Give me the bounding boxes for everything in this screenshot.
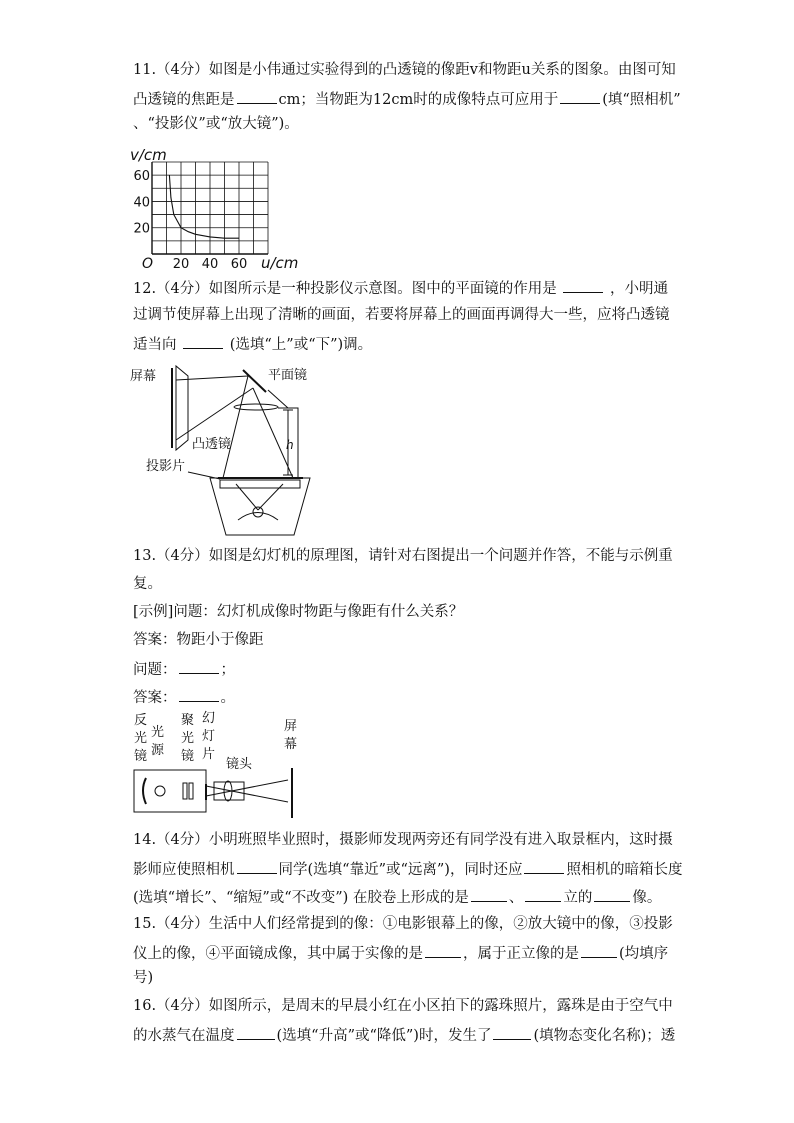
label-reflector-char: 光 xyxy=(134,731,148,746)
ray-left xyxy=(223,376,248,478)
q16-text: 的水蒸气在温度 xyxy=(133,1028,235,1044)
chart-origin-label: O xyxy=(142,256,154,272)
q15-line-1: 15.（4分）生活中人们经常提到的像：①电影银幕上的像，②放大镜中的像，③投影 xyxy=(133,916,673,932)
q14-text: 照相机的暗箱长度 xyxy=(566,862,683,878)
q14-line-2 xyxy=(133,858,682,880)
q14-blank-bellows[interactable] xyxy=(524,858,564,874)
q13-text: 。 xyxy=(220,690,235,706)
q12-text: 适当向 xyxy=(133,337,177,353)
q15-line-3: 号) xyxy=(133,970,154,986)
q12-blank-mirror-role[interactable] xyxy=(563,277,603,293)
chart-x-tick-label: 20 xyxy=(172,257,190,272)
q15-text: (均填序 xyxy=(619,946,669,962)
label-light-char: 光 xyxy=(151,725,165,740)
condenser-lens xyxy=(220,480,300,488)
q14-blank-move[interactable] xyxy=(237,858,277,874)
label-slide: 投影片 xyxy=(146,459,186,474)
chart-x-tick-label: 60 xyxy=(230,257,248,272)
q14-line-3 xyxy=(133,886,661,908)
q11-blank-focal[interactable] xyxy=(237,88,277,104)
label-condenser-char: 聚 xyxy=(181,713,195,728)
q15-text: 仪上的像，④平面镜成像，其中属于实像的是 xyxy=(133,946,423,962)
q14-text: 同学(选填“靠近”或“远离”)，同时还应 xyxy=(278,862,523,878)
projector-lens-tube xyxy=(214,782,244,800)
label-lens: 凸透镜 xyxy=(192,437,232,452)
label-reflector-char: 反 xyxy=(134,713,148,728)
q16-text: (填物态变化名称)；透 xyxy=(533,1028,676,1044)
q16-text: (选填“升高”或“降低”)时，发生了 xyxy=(276,1028,492,1044)
label-light-char: 源 xyxy=(151,743,165,758)
q11-line-3: 、“投影仪”或“放大镜”)。 xyxy=(133,116,299,132)
label-slide-char: 片 xyxy=(202,747,216,762)
label-slide-char: 灯 xyxy=(202,729,216,744)
q12-text: (选填“上”或“下”)调。 xyxy=(229,337,373,353)
q12-blank-direction[interactable] xyxy=(183,333,223,349)
q13-line-4: 答案：物距小于像距 xyxy=(133,632,264,648)
q14-text: 、 xyxy=(508,890,524,906)
q16-line-2 xyxy=(133,1024,675,1046)
q14-text: 立的 xyxy=(563,890,593,906)
q14-blank-orientation[interactable] xyxy=(525,886,561,902)
q15-blank-upright-image[interactable] xyxy=(581,942,617,958)
q14-text: 像。 xyxy=(632,890,662,906)
q13-line-6 xyxy=(133,686,235,708)
q13-line-1: 13.（4分）如图是幻灯机的原理图，请针对右图提出一个问题并作答，不能与示例重 xyxy=(133,548,673,564)
label-screen-char: 屏 xyxy=(284,719,298,734)
q14-blank-size[interactable] xyxy=(471,886,507,902)
q13-line-5 xyxy=(133,658,235,680)
q14-text: 影师应使照相机 xyxy=(133,862,235,878)
q12-text: 12.（4分）如图所示是一种投影仪示意图。图中的平面镜的作用是 xyxy=(133,281,557,297)
q15-line-2 xyxy=(133,942,668,964)
q11-text: 凸透镜的焦距是 xyxy=(133,92,235,108)
screen-frame xyxy=(176,366,188,450)
q11-blank-application[interactable] xyxy=(560,88,600,104)
label-mirror: 平面镜 xyxy=(268,368,308,383)
chart-xlabel: u/cm xyxy=(261,254,299,272)
label-light-source xyxy=(151,724,165,758)
reflected-ray-upper xyxy=(176,376,248,380)
label-condenser xyxy=(181,713,194,764)
chart-series-line xyxy=(169,175,239,238)
q15-text: ，属于正立像的是 xyxy=(463,946,579,962)
q13-line-3: [示例]问题：幻灯机成像时物距与像距有什么关系？ xyxy=(133,604,464,620)
q11-text: (填“照相机” xyxy=(602,92,681,108)
label-projector-lens: 镜头 xyxy=(226,757,253,772)
q11-text: cm；当物距为12cm时的成像特点可应用于 xyxy=(278,92,559,108)
q13-text: 问题： xyxy=(133,662,177,678)
q14-text: (选填“增长”、“缩短”或“不改变”) 在胶卷上形成的是 xyxy=(133,890,469,906)
q13-line-2: 复。 xyxy=(133,576,162,592)
label-h: h xyxy=(286,438,294,452)
label-projector-screen xyxy=(284,719,297,752)
q16-blank-phase-change[interactable] xyxy=(493,1024,531,1040)
reflector-mirror xyxy=(143,778,146,804)
q12-line-3 xyxy=(133,333,372,355)
chart-ylabel: v/cm xyxy=(130,146,167,164)
q11-line-2 xyxy=(133,88,681,110)
projector-box xyxy=(134,770,206,812)
q13-blank-answer[interactable] xyxy=(179,686,219,702)
chart-y-tick-label: 20 xyxy=(133,221,150,237)
condenser-lens-1 xyxy=(183,783,187,799)
q13-text: 答案： xyxy=(133,690,177,706)
reflector-curve xyxy=(238,513,278,521)
label-screen: 屏幕 xyxy=(130,369,157,384)
label-condenser-char: 光 xyxy=(181,731,195,746)
slide-projector-diagram xyxy=(128,708,308,823)
lamp-housing xyxy=(210,478,310,535)
q14-blank-type[interactable] xyxy=(594,886,630,902)
label-screen-char: 幕 xyxy=(284,737,298,752)
q14-line-1: 14.（4分）小明班照毕业照时，摄影师发现两旁还有同学没有进入取景框内，这时摄 xyxy=(133,832,673,848)
label-condenser-char: 镜 xyxy=(181,749,195,764)
q11-line-1: 11.（4分）如图是小伟通过实验得到的凸透镜的像距v和物距u关系的图象。由图可知 xyxy=(133,62,676,78)
label-reflector-char: 镜 xyxy=(134,749,148,764)
q16-blank-temperature[interactable] xyxy=(237,1024,275,1040)
chart-y-tick-label: 40 xyxy=(133,195,150,211)
v-u-chart xyxy=(130,140,310,274)
projector-diagram xyxy=(128,360,323,540)
q13-text: ； xyxy=(220,662,235,678)
q12-line-2: 过调节使屏幕上出现了清晰的画面，若要将屏幕上的画面再调得大一些，应将凸透镜 xyxy=(133,307,670,323)
ray-right xyxy=(253,388,293,478)
label-slide-film xyxy=(202,711,215,762)
chart-x-tick-label: 40 xyxy=(201,257,219,272)
q15-blank-real-image[interactable] xyxy=(425,942,461,958)
light-source-bulb xyxy=(155,786,165,796)
label-reflector xyxy=(134,713,147,764)
label-slide-char: 幻 xyxy=(202,711,216,726)
q12-line-1 xyxy=(133,277,668,299)
condenser-lens-2 xyxy=(189,783,193,799)
chart-y-tick-label: 60 xyxy=(133,169,150,185)
q12-text: ，小明通 xyxy=(610,281,669,297)
q13-blank-question[interactable] xyxy=(179,658,219,674)
q16-line-1: 16.（4分）如图所示，是周末的早晨小红在小区拍下的露珠照片，露珠是由于空气中 xyxy=(133,998,673,1014)
